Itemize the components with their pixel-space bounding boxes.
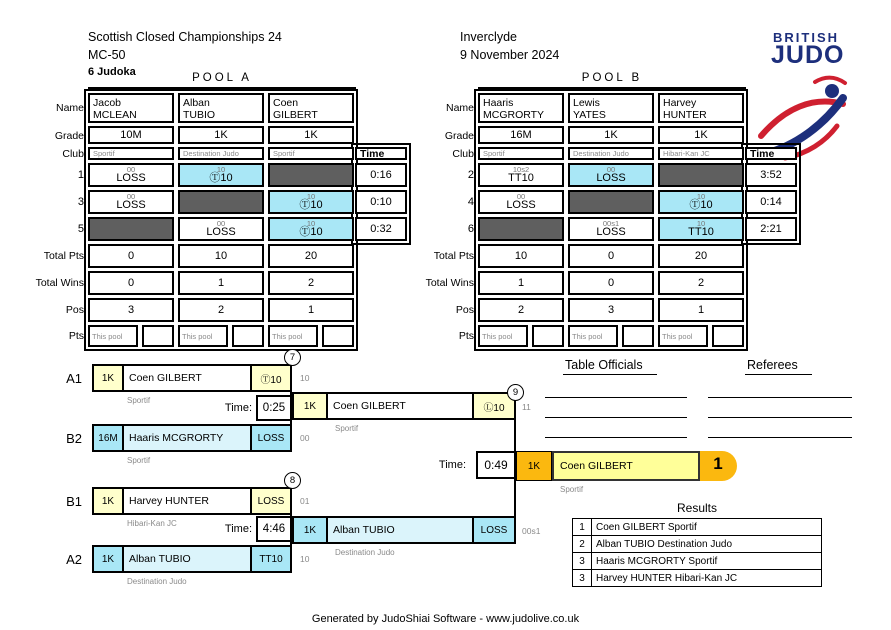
score: 10 — [300, 373, 310, 383]
pts-value-cell — [142, 325, 174, 347]
pts-this-pool-cell: This pool — [568, 325, 618, 347]
match-number: 5 — [77, 223, 84, 235]
row-label-total-pts: Total Pts — [43, 250, 84, 262]
venue: Inverclyde — [460, 30, 517, 44]
row-label-name: Name — [445, 102, 474, 114]
match-score: 00 — [126, 192, 136, 201]
last-name: MCGRORTY — [483, 109, 545, 121]
match-result: LOSS — [116, 172, 146, 184]
pts-value-cell — [232, 325, 264, 347]
match-time-cell: 2:21 — [745, 217, 797, 241]
grade-box: 1K — [94, 547, 124, 571]
club-name: Sportif — [335, 424, 359, 433]
result-rank: 1 — [573, 519, 592, 536]
position-cell: 3 — [568, 298, 654, 322]
total-wins-cell: 1 — [478, 271, 564, 295]
match-score: 10 — [306, 192, 316, 201]
match-score: 10s2 — [512, 165, 530, 174]
club-name: Destination Judo — [335, 548, 395, 557]
position-cell: 1 — [658, 298, 744, 322]
match-result: TT10 — [508, 172, 534, 184]
match-time-cell: 0:14 — [745, 190, 797, 214]
competitor-name-cell — [658, 93, 744, 123]
total-pts-cell: 0 — [88, 244, 174, 268]
match-result: TT10 — [688, 226, 714, 238]
match-result-cell — [658, 217, 744, 241]
match-result-cell — [88, 190, 174, 214]
logo-text-judo: JUDO — [771, 41, 845, 69]
footer-credit: Generated by JudoShiai Software - www.judolive.co.uk — [311, 613, 580, 625]
score: 01 — [300, 496, 310, 506]
signature-line — [545, 417, 687, 418]
first-name: Harvey — [663, 97, 697, 109]
pool-a-table — [30, 93, 415, 351]
last-name: HUNTER — [663, 109, 707, 121]
grade-box: 1K — [94, 489, 124, 513]
winner-name-box: Coen GILBERT — [552, 451, 700, 481]
match-time-cell: 3:52 — [745, 163, 797, 187]
pts-value-cell — [322, 325, 354, 347]
match-score: 10 — [216, 165, 226, 174]
match-score: 10 — [306, 219, 316, 228]
grade-cell: 1K — [568, 126, 654, 144]
match-score: 00 — [126, 165, 136, 174]
match-result-cell — [568, 217, 654, 241]
match-score: 10 — [696, 219, 706, 228]
row-label-total-pts: Total Pts — [433, 250, 474, 262]
result-rank: 3 — [573, 570, 592, 587]
match-result-cell — [268, 217, 354, 241]
last-name: GILBERT — [273, 109, 318, 121]
score: 00s1 — [522, 526, 541, 536]
time-column-header: Time — [355, 147, 407, 160]
match-score: 00 — [216, 219, 226, 228]
pts-this-pool-cell: This pool — [268, 325, 318, 347]
match-result-cell — [568, 163, 654, 187]
results-row — [573, 519, 822, 536]
first-name: Coen — [273, 97, 299, 109]
result-box: LOSS — [250, 489, 290, 513]
score: 10 — [300, 554, 310, 564]
row-label-pts: Pts — [458, 330, 474, 342]
match-result: LOSS — [506, 199, 536, 211]
result-name: Harvey HUNTER Hibari-Kan JC — [592, 570, 822, 587]
row-label-grade: Grade — [444, 130, 474, 142]
total-pts-cell: 10 — [478, 244, 564, 268]
match-result-cell — [478, 190, 564, 214]
match-result-cell — [658, 190, 744, 214]
result-box: Ⓛ10 — [472, 394, 514, 418]
club-cell: Hibari-Kan JC — [658, 147, 744, 160]
row-label-club: Club — [62, 148, 84, 160]
results-row — [573, 553, 822, 570]
result-box: Ⓣ10 — [250, 366, 290, 390]
total-pts-cell: 20 — [268, 244, 354, 268]
match-result: LOSS — [206, 226, 236, 238]
match-time-cell: 0:32 — [355, 217, 407, 241]
position-cell: 1 — [268, 298, 354, 322]
pool-b-table — [420, 93, 805, 351]
competitor-name: Harvey HUNTER — [124, 489, 250, 513]
judoka-count: 6 Judoka — [88, 66, 136, 78]
match-number: 1 — [77, 169, 84, 181]
signature-line — [545, 397, 687, 398]
competitor-name: Haaris MCGRORTY — [124, 426, 250, 450]
time-label: Time: — [224, 523, 252, 535]
semifinal-winner-bar — [292, 392, 516, 420]
total-wins-cell: 2 — [268, 271, 354, 295]
total-pts-cell: 10 — [178, 244, 264, 268]
match-result: Ⓣ10 — [299, 226, 323, 238]
total-wins-cell: 2 — [658, 271, 744, 295]
match-result-cell — [88, 163, 174, 187]
time-label: Time: — [224, 402, 252, 414]
results-row — [573, 536, 822, 553]
grade-cell: 1K — [268, 126, 354, 144]
match-time: 0:25 — [256, 395, 292, 421]
total-pts-cell: 20 — [658, 244, 744, 268]
result-name: Coen GILBERT Sportif — [592, 519, 822, 536]
time-column-header: Time — [745, 147, 797, 160]
last-name: YATES — [573, 109, 606, 121]
pts-this-pool-cell: This pool — [658, 325, 708, 347]
bracket-slot-label: B1 — [66, 494, 82, 509]
match-number: 2 — [467, 169, 474, 181]
pts-this-pool-cell: This pool — [478, 325, 528, 347]
table-officials-heading: Table Officials — [563, 358, 657, 375]
match-number-circle: 7 — [284, 349, 301, 366]
total-wins-cell: 1 — [178, 271, 264, 295]
score: 00 — [300, 433, 310, 443]
unused-cell — [658, 163, 744, 187]
row-label-club: Club — [452, 148, 474, 160]
match-result-cell — [268, 190, 354, 214]
pts-value-cell — [532, 325, 564, 347]
match-result-cell — [478, 163, 564, 187]
club-name: Sportif — [127, 396, 151, 405]
winner-rank: 1 — [713, 454, 723, 473]
results-title: Results — [676, 501, 717, 515]
unused-cell — [478, 217, 564, 241]
club-name: Hibari-Kan JC — [127, 519, 177, 528]
first-name: Jacob — [93, 97, 122, 109]
pts-this-pool-cell: This pool — [178, 325, 228, 347]
score: 11 — [522, 402, 531, 412]
grade-cell: 1K — [658, 126, 744, 144]
results-row — [573, 570, 822, 587]
match-score: 00s1 — [602, 219, 620, 228]
bracket-slot-label: B2 — [66, 431, 82, 446]
match-number-circle: 8 — [284, 472, 301, 489]
match-time-cell: 0:16 — [355, 163, 407, 187]
grade-box: 1K — [294, 394, 328, 418]
pool-a-title: POOL A — [88, 72, 356, 89]
total-pts-cell: 0 — [568, 244, 654, 268]
position-cell: 2 — [478, 298, 564, 322]
result-rank: 2 — [573, 536, 592, 553]
grade-box: 1K — [294, 518, 328, 542]
unused-cell — [568, 190, 654, 214]
total-wins-cell: 0 — [568, 271, 654, 295]
match-result: Ⓣ10 — [299, 199, 323, 211]
bracket-entry-b1 — [92, 487, 292, 515]
pts-value-cell — [622, 325, 654, 347]
last-name: TUBIO — [183, 109, 216, 121]
first-name: Haaris — [483, 97, 514, 109]
grade-box: 16M — [94, 426, 124, 450]
club-name: Sportif — [560, 485, 584, 494]
position-cell: 3 — [88, 298, 174, 322]
unused-cell — [178, 190, 264, 214]
bracket-slot-label: A1 — [66, 371, 82, 386]
signature-line — [708, 417, 852, 418]
result-name: Haaris MCGRORTY Sportif — [592, 553, 822, 570]
logo-text-british: BRITISH — [773, 30, 839, 45]
pts-this-pool-cell: This pool — [88, 325, 138, 347]
row-label-total-wins: Total Wins — [425, 277, 474, 289]
first-name: Alban — [183, 97, 210, 109]
result-name: Alban TUBIO Destination Judo — [592, 536, 822, 553]
match-result: LOSS — [596, 226, 626, 238]
competitor-name: Coen GILBERT — [124, 366, 250, 390]
club-cell: Sportif — [88, 147, 174, 160]
total-wins-cell: 0 — [88, 271, 174, 295]
first-name: Lewis — [573, 97, 600, 109]
match-score: 00 — [606, 165, 616, 174]
match-score: 10 — [696, 192, 706, 201]
competitor-name: Alban TUBIO — [124, 547, 250, 571]
row-label-name: Name — [55, 102, 84, 114]
match-result: LOSS — [116, 199, 146, 211]
match-result-cell — [178, 217, 264, 241]
unused-cell — [268, 163, 354, 187]
signature-line — [545, 437, 687, 438]
match-result: Ⓣ10 — [209, 172, 233, 184]
grade-cell: 10M — [88, 126, 174, 144]
row-label-grade: Grade — [54, 130, 84, 142]
category: MC-50 — [88, 48, 126, 62]
match-number: 6 — [467, 223, 474, 235]
signature-line — [708, 437, 852, 438]
unused-cell — [88, 217, 174, 241]
time-label: Time: — [438, 459, 466, 471]
match-number-circle: 9 — [507, 384, 524, 401]
row-label-total-wins: Total Wins — [35, 277, 84, 289]
winner-grade-box: 1K — [516, 451, 552, 481]
match-result: Ⓣ10 — [689, 199, 713, 211]
result-box: LOSS — [472, 518, 514, 542]
last-name: MCLEAN — [93, 109, 137, 121]
signature-line — [708, 397, 852, 398]
grade-cell: 1K — [178, 126, 264, 144]
grade-cell: 16M — [478, 126, 564, 144]
match-time-cell: 0:10 — [355, 190, 407, 214]
results-table — [572, 518, 822, 587]
pool-b-title: POOL B — [478, 72, 746, 89]
row-label-pos: Pos — [455, 304, 474, 316]
match-result-cell — [178, 163, 264, 187]
match-time: 0:49 — [476, 451, 516, 479]
competitor-name-cell — [478, 93, 564, 123]
match-score: 00 — [516, 192, 526, 201]
club-cell: Sportif — [478, 147, 564, 160]
result-box: TT10 — [250, 547, 290, 571]
match-number: 3 — [77, 196, 84, 208]
match-time: 4:46 — [256, 516, 292, 542]
competitor-name-cell — [268, 93, 354, 123]
row-label-pos: Pos — [65, 304, 84, 316]
competitor-name-cell — [88, 93, 174, 123]
club-cell: Sportif — [268, 147, 354, 160]
bracket-slot-label: A2 — [66, 552, 82, 567]
match-result: LOSS — [596, 172, 626, 184]
club-cell: Destination Judo — [178, 147, 264, 160]
bracket-entry-a2 — [92, 545, 292, 573]
semifinal-winner-bar — [292, 516, 516, 544]
bracket-entry-a1 — [92, 364, 292, 392]
result-box: LOSS — [250, 426, 290, 450]
club-name: Sportif — [127, 456, 151, 465]
club-name: Destination Judo — [127, 577, 187, 586]
competitor-name-cell — [568, 93, 654, 123]
referees-heading: Referees — [745, 358, 812, 375]
result-rank: 3 — [573, 553, 592, 570]
row-label-pts: Pts — [68, 330, 84, 342]
position-cell: 2 — [178, 298, 264, 322]
match-number: 4 — [467, 196, 474, 208]
competition-title: Scottish Closed Championships 24 — [88, 30, 282, 44]
pts-value-cell — [712, 325, 744, 347]
club-cell: Destination Judo — [568, 147, 654, 160]
competitor-name-cell — [178, 93, 264, 123]
grade-box: 1K — [94, 366, 124, 390]
competitor-name: Coen GILBERT — [328, 394, 472, 418]
bracket-entry-b2 — [92, 424, 292, 452]
competitor-name: Alban TUBIO — [328, 518, 472, 542]
event-date: 9 November 2024 — [460, 48, 560, 62]
